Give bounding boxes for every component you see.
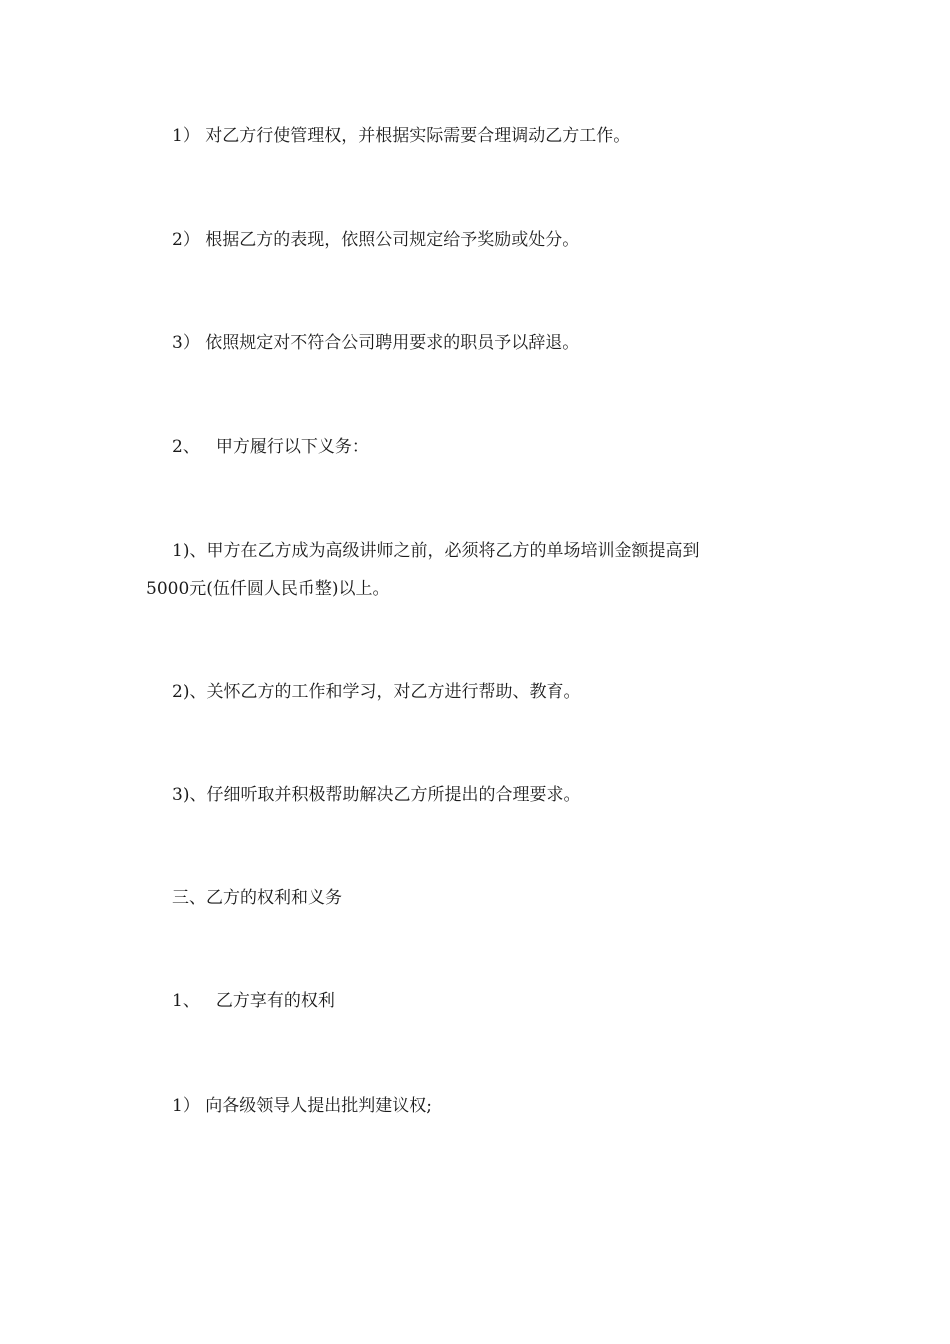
paragraph-training-fee-line1: 1)、甲方在乙方成为高级讲师之前，必须将乙方的单场培训金额提高到 (172, 541, 700, 561)
paragraph-manage-right: 1） 对乙方行使管理权，并根据实际需要合理调动乙方工作。 (172, 126, 631, 146)
paragraph-dismissal: 3） 依照规定对不符合公司聘用要求的职员予以辞退。 (172, 333, 580, 353)
paragraph-criticism-right: 1） 向各级领导人提出批判建议权; (172, 1096, 432, 1116)
section-party-b-rights (172, 986, 832, 1016)
paragraph-listen-requests: 3)、仔细听取并积极帮助解决乙方所提出的合理要求。 (172, 785, 581, 805)
section-heading: 乙方享有的权利 (215, 991, 335, 1011)
paragraph-training-fee-line2: 5000元(伍仟圆人民币整)以上。 (146, 579, 390, 599)
section-number: 2、 (172, 437, 200, 457)
paragraph-reward-punish: 2） 根据乙方的表现，依照公司规定给予奖励或处分。 (172, 230, 580, 250)
section-number: 1、 (172, 991, 200, 1011)
section-party-a-obligations (172, 432, 832, 462)
section-heading: 甲方履行以下义务： (215, 437, 369, 457)
paragraph-care-support: 2)、关怀乙方的工作和学习，对乙方进行帮助、教育。 (172, 682, 581, 702)
heading-party-b-rights-duties: 三、乙方的权利和义务 (172, 888, 342, 908)
